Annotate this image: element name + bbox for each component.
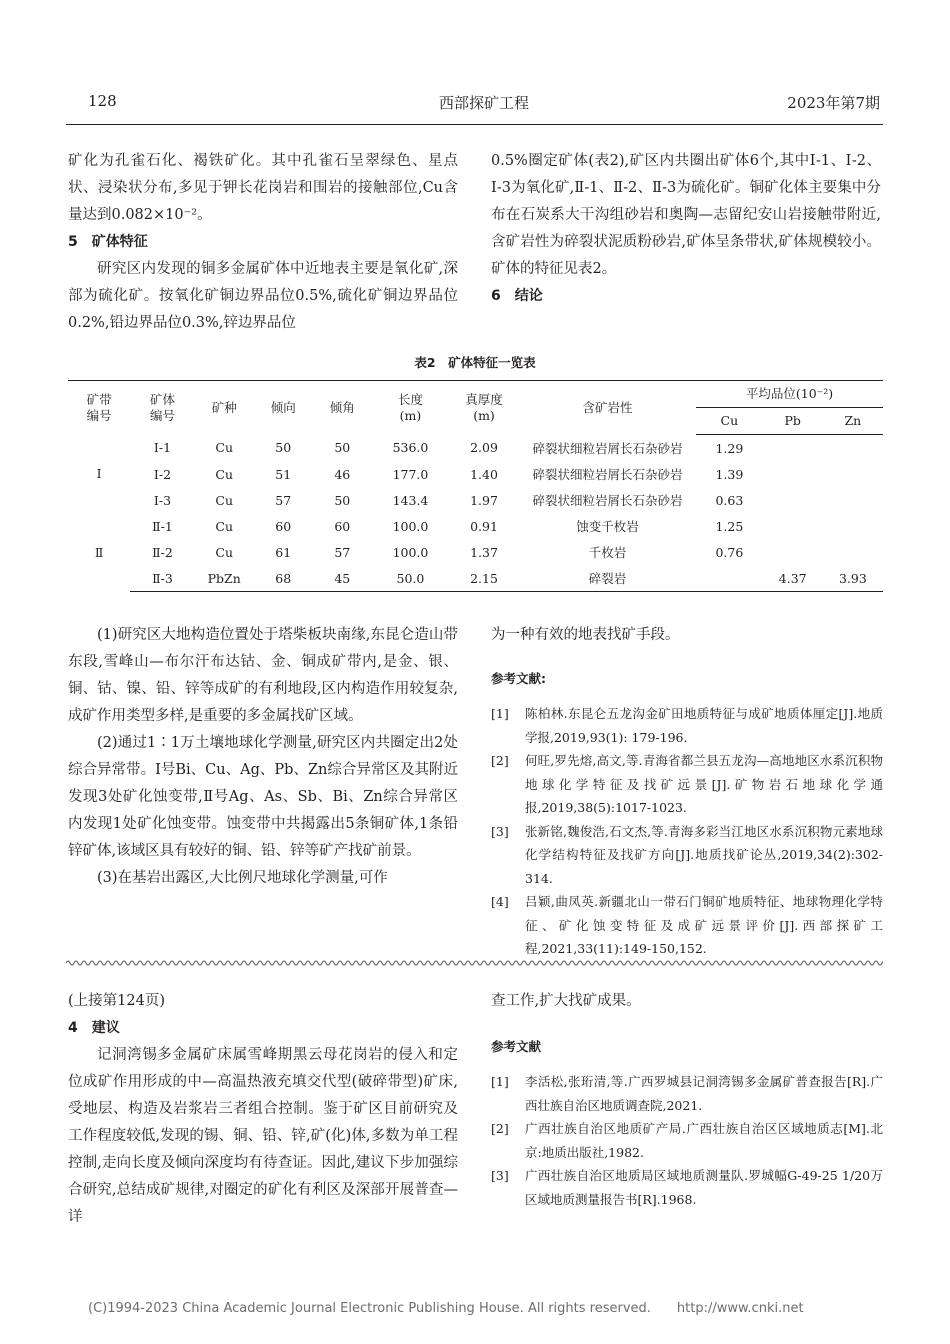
cell-type: Cu bbox=[215, 440, 234, 456]
cell-length: 177.0 bbox=[392, 466, 429, 482]
cell-length: 100.0 bbox=[392, 544, 429, 560]
cell-rock: 千枚岩 bbox=[588, 545, 627, 560]
cell-body: Ⅰ-1 bbox=[153, 440, 172, 456]
conclusion-continuation: 为一种有效的地表找矿手段。 bbox=[491, 627, 680, 643]
cell-body: Ⅱ-2 bbox=[152, 544, 173, 560]
cell-length: 100.0 bbox=[392, 518, 429, 534]
journal-name: 西部探矿工程 bbox=[438, 94, 529, 112]
paragraph-recommendation: 记洞湾锡多金属矿床属雪峰期黑云母花岗岩的侵入和定位成矿作用形成的中—高温热液充填交代型(破碎带型)矿床,受地层、构造及岩浆岩三者组合控制。鉴于矿区目前研究及工作程度较低,发现的锡、铜、铅、锌,矿(化)体,多数为单工程控制,走向长度及倾向深度均有待查证。因此,建议下步加强综合研究,总结成矿规律,对圈定的矿化有利区及深部开展普查—详 bbox=[68, 1047, 458, 1225]
cell-dip-angle: 50 bbox=[334, 440, 351, 456]
reference-text: 李活松,张珩清,等.广西罗城县记洞湾锡多金属矿普查报告[R].广西壮族自治区地质调查院,2021. bbox=[525, 1074, 883, 1113]
cell-length: 143.4 bbox=[392, 492, 429, 508]
cell-type: Cu bbox=[215, 492, 234, 508]
cell-body: Ⅰ-2 bbox=[153, 466, 172, 482]
orebody-table bbox=[68, 380, 883, 592]
cell-rock: 碎裂状细粒岩屑长石杂砂岩 bbox=[532, 467, 683, 482]
cell-dip-angle: 46 bbox=[334, 466, 351, 482]
reference-item bbox=[491, 1164, 883, 1211]
table-row bbox=[68, 539, 883, 565]
header-dip-angle: 倾角 bbox=[313, 381, 372, 435]
section-5-heading: 5 矿体特征 bbox=[68, 234, 148, 250]
cell-cu: 1.39 bbox=[715, 466, 744, 482]
reference-number: [1] bbox=[491, 706, 509, 721]
cell-dip-direction: 68 bbox=[254, 565, 313, 592]
group-label: Ⅱ bbox=[94, 544, 104, 560]
reference-text: 广西壮族自治区地质局区域地质测量队.罗城幅G-49-25 1/20万区域地质测量报告书[R].1968. bbox=[525, 1168, 883, 1207]
cell-type: Cu bbox=[215, 544, 234, 560]
cell-dip-direction: 51 bbox=[275, 466, 292, 482]
table-row bbox=[68, 487, 883, 513]
cell-pb bbox=[763, 539, 823, 565]
table-row bbox=[68, 461, 883, 487]
reference-list-2 bbox=[491, 1070, 883, 1211]
paragraph-orebody-delineation: 0.5%圈定矿体(表2),矿区内共圈出矿体6个,其中Ⅰ-1、Ⅰ-2、Ⅰ-3为氧化矿,Ⅱ-1、Ⅱ-2、Ⅱ-3为硫化矿。铜矿化体主要集中分布在石炭系大干沟组砂岩和奥陶—志留纪安山岩接触带附近,含矿岩性为碎裂状泥质粉砂岩,矿体呈条带状,矿体规模较小。矿体的特征见表2。 bbox=[491, 153, 881, 277]
cell-cu: 1.29 bbox=[715, 440, 744, 456]
page-header bbox=[88, 92, 880, 116]
cell-body: Ⅱ-1 bbox=[152, 518, 173, 534]
cell-thickness: 2.15 bbox=[449, 565, 519, 592]
cell-cu bbox=[696, 565, 763, 592]
cell-zn bbox=[823, 435, 883, 462]
conclusions-column bbox=[68, 622, 458, 892]
reference-number: [3] bbox=[491, 823, 509, 839]
cell-thickness: 2.09 bbox=[470, 440, 498, 456]
section-4-heading: 4 建议 bbox=[68, 1020, 120, 1036]
header-rule bbox=[66, 124, 883, 125]
bottom-left-column bbox=[68, 988, 458, 1231]
cell-cu: 0.76 bbox=[715, 544, 744, 560]
recommendation-continuation: 查工作,扩大找矿成果。 bbox=[491, 993, 641, 1009]
references-heading: 参考文献: bbox=[491, 671, 546, 686]
header-rock: 含矿岩性 bbox=[519, 381, 696, 435]
header-cu: Cu bbox=[696, 408, 763, 435]
conclusion-1: (1)研究区大地构造位置处于塔柴板块南缘,东昆仑造山带东段,雪峰山—布尔汗布达钴、金、铜成矿带内,是金、银、铜、钴、镍、铅、锌等成矿的有利地段,区内构造作用较复杂,成矿作用类型多样,是重要的多金属找矿区域。 bbox=[68, 627, 458, 724]
cell-zn bbox=[823, 461, 883, 487]
reference-number: [2] bbox=[491, 1121, 509, 1136]
references-column bbox=[491, 622, 883, 961]
header-pb: Pb bbox=[763, 408, 823, 435]
table-caption: 表2 矿体特征一览表 bbox=[414, 355, 536, 370]
issue-label: 2023年第7期 bbox=[787, 94, 880, 112]
reference-list bbox=[491, 702, 883, 961]
cell-dip-direction: 61 bbox=[275, 544, 292, 560]
cell-cu: 0.63 bbox=[715, 492, 744, 508]
copyright-footer: (C)1994-2023 China Academic Journal Electronic Publishing House. All rights reserved. http://www.cnki.net bbox=[88, 1301, 804, 1316]
cell-thickness: 1.97 bbox=[470, 492, 498, 508]
cell-dip-direction: 50 bbox=[275, 440, 292, 456]
cell-body: Ⅱ-3 bbox=[130, 565, 194, 592]
cell-pb bbox=[763, 461, 823, 487]
header-body: 矿体编号 bbox=[130, 381, 194, 435]
cell-rock: 蚀变千枚岩 bbox=[576, 519, 639, 534]
reference-text: 吕颖,曲凤英.新疆北山一带石门铜矿地质特征、地球物理化学特征、矿化蚀变特征及成矿远景评价[J].西部探矿工程,2021,33(11):149-150,152. bbox=[525, 894, 883, 956]
header-belt: 矿带编号 bbox=[68, 381, 130, 435]
reference-number: [1] bbox=[491, 1074, 509, 1089]
cell-thickness: 1.37 bbox=[470, 544, 498, 560]
cell-dip-direction: 60 bbox=[275, 518, 292, 534]
bottom-right-column bbox=[491, 988, 883, 1211]
top-right-column bbox=[491, 148, 881, 310]
group-label: Ⅰ bbox=[96, 466, 102, 482]
reference-item bbox=[491, 1070, 883, 1117]
reference-item bbox=[491, 749, 883, 820]
cell-pb bbox=[763, 487, 823, 513]
cell-dip-angle: 50 bbox=[334, 492, 351, 508]
conclusion-2: (2)通过1∶1万土壤地球化学测量,研究区内共圈定出2处综合异常带。Ⅰ号Bi、Cu、Ag、Pb、Zn综合异常区及其附近发现3处矿化蚀变带,Ⅱ号Ag、As、Sb、Bi、Zn综合异常区内发现1处矿化蚀变带。蚀变带中共揭露出5条铜矿体,1条铅锌矿体,该域区具有较好的铜、铅、锌等矿产找矿前景。 bbox=[68, 735, 458, 859]
cell-pb bbox=[763, 435, 823, 462]
top-left-column bbox=[68, 148, 458, 337]
header-thickness: 真厚度(m) bbox=[449, 381, 519, 435]
page-number: 128 bbox=[88, 92, 117, 110]
cell-zn bbox=[823, 539, 883, 565]
cell-zn: 3.93 bbox=[823, 565, 883, 592]
cell-thickness: 1.40 bbox=[470, 466, 498, 482]
reference-item bbox=[491, 820, 883, 891]
cell-rock: 碎裂状细粒岩屑长石杂砂岩 bbox=[532, 440, 683, 456]
reference-text: 何旺,罗先熔,高文,等.青海省都兰县五龙沟—高地地区水系沉积物地球化学特征及找矿远景[J].矿物岩石地球化学通报,2019,38(5):1017-1023. bbox=[525, 753, 883, 815]
cell-body: Ⅰ-3 bbox=[153, 492, 172, 508]
cell-type: Cu bbox=[215, 518, 234, 534]
reference-text: 陈柏林.东昆仑五龙沟金矿田地质特征与成矿地质体厘定[J].地质学报,2019,93(1): 179-196. bbox=[525, 706, 883, 745]
cell-dip-angle: 57 bbox=[334, 544, 351, 560]
cell-pb bbox=[763, 513, 823, 539]
header-type: 矿种 bbox=[195, 381, 254, 435]
cell-type: Cu bbox=[215, 466, 234, 482]
reference-number: [2] bbox=[491, 753, 509, 768]
header-grade: 平均品位(10⁻²) bbox=[696, 381, 883, 408]
header-dip-direction: 倾向 bbox=[254, 381, 313, 435]
table-row bbox=[68, 513, 883, 539]
header-zn: Zn bbox=[823, 408, 883, 435]
reference-item bbox=[491, 1117, 883, 1164]
cell-thickness: 0.91 bbox=[470, 518, 498, 534]
reference-item bbox=[491, 890, 883, 961]
cell-length: 50.0 bbox=[372, 565, 449, 592]
paragraph-orebody-grade: 研究区内发现的铜多金属矿体中近地表主要是氧化矿,深部为硫化矿。按氧化矿铜边界品位0.5%,硫化矿铜边界品位0.2%,铅边界品位0.3%,锌边界品位 bbox=[68, 261, 458, 331]
reference-item bbox=[491, 702, 883, 749]
cell-rock: 碎裂状细粒岩屑长石杂砂岩 bbox=[532, 493, 683, 508]
paragraph-mineralization: 矿化为孔雀石化、褐铁矿化。其中孔雀石呈翠绿色、星点状、浸染状分布,多见于钾长花岗岩和围岩的接触部位,Cu含量达到0.082×10⁻²。 bbox=[68, 153, 458, 223]
cell-dip-angle: 60 bbox=[334, 518, 351, 534]
reference-number: [4] bbox=[491, 894, 509, 909]
references-heading-2: 参考文献 bbox=[491, 1039, 542, 1054]
reference-number: [3] bbox=[491, 1168, 509, 1183]
cell-dip-angle: 45 bbox=[313, 565, 372, 592]
table-row bbox=[68, 435, 883, 462]
reference-text: 张新铭,魏俊浩,石文杰,等.青海多彩当江地区水系沉积物元素地球化学结构特征及找矿方向[J].地质找矿论丛,2019,34(2):302-314. bbox=[525, 823, 883, 886]
cell-type: PbZn bbox=[195, 565, 254, 592]
reference-text: 广西壮族自治区地质矿产局.广西壮族自治区区域地质志[M].北京:地质出版社,1982. bbox=[525, 1121, 883, 1160]
cell-cu: 1.25 bbox=[715, 518, 744, 534]
cell-pb: 4.37 bbox=[763, 565, 823, 592]
table-row bbox=[68, 565, 883, 592]
cell-zn bbox=[823, 487, 883, 513]
cell-rock: 碎裂岩 bbox=[519, 565, 696, 592]
cell-zn bbox=[823, 513, 883, 539]
cell-length: 536.0 bbox=[392, 440, 429, 456]
continuation-note: (上接第124页) bbox=[68, 993, 165, 1009]
wavy-divider bbox=[66, 958, 883, 968]
cell-dip-direction: 57 bbox=[275, 492, 292, 508]
section-6-heading: 6 结论 bbox=[491, 288, 543, 304]
header-length: 长度(m) bbox=[372, 381, 449, 435]
conclusion-3: (3)在基岩出露区,大比例尺地球化学测量,可作 bbox=[97, 870, 388, 886]
